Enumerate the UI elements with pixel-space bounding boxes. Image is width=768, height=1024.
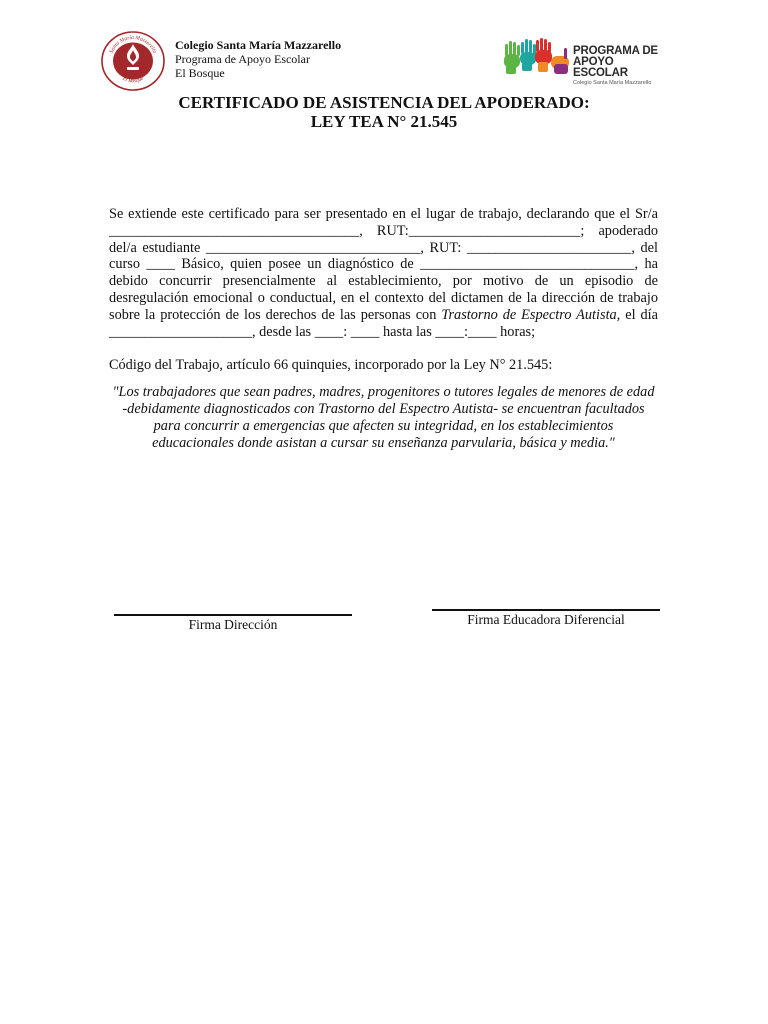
hands-icon — [502, 38, 572, 82]
seal-text-top: Santa María Mazzarello — [108, 34, 158, 55]
school-seal-logo — [101, 31, 165, 91]
program-logo-line1: PROGRAMA DE — [573, 45, 658, 57]
program-logo — [502, 38, 664, 86]
certificate-title — [0, 93, 768, 131]
labor-code-reference: Código del Trabajo, artículo 66 quinquies, incorporado por la Ley N° 21.545: — [109, 357, 553, 374]
declaration-italic: Trastorno de Espectro Autista, — [441, 306, 621, 323]
program-logo-line2: APOYO ESCOLAR — [573, 56, 628, 79]
program-logo-text — [573, 46, 664, 87]
school-name: Colegio Santa María Mazzarello — [175, 38, 342, 52]
declaration-text-a: Se extiende este certificado para ser presentado en el lugar de trabajo, declarando que el Sr/a ___________________________________, RUT:________________________; apoderado del/a estudiante ______________________________, RUT: _______________________, del curso ____ Básico, quien posee un diagnóstico de ______________________________, ha debido concurrir presencialmente al establecimiento, por motivo de un episodio de desregulación emocional o conductual, en el contexto del dictamen de la dirección de trabajo sobre la protección de los derechos de las personas con — [109, 206, 658, 323]
program-logo-line3: Colegio Santa María Mazzarello — [573, 80, 652, 86]
declaration-paragraph — [109, 206, 658, 340]
certificate-body — [109, 206, 658, 451]
law-quote: "Los trabajadores que sean padres, madres, progenitores o tutores legales de menores de edad -debidamente diagnosticados con Trastorno del Espectro Autista- se encuentran facultados para concurrir a emergencias que afecten su integridad, en los establecimientos educacionales donde asistan a cursar su enseñanza parvularia, básica y media." — [112, 384, 655, 451]
title-line1: CERTIFICADO DE ASISTENCIA DEL APODERADO: — [178, 93, 590, 112]
program-name: Programa de Apoyo Escolar — [175, 52, 310, 66]
signature-line-educator — [432, 609, 660, 611]
school-header — [175, 38, 341, 80]
school-location: El Bosque — [175, 66, 225, 80]
signature-label-educator: Firma Educadora Diferencial — [467, 612, 625, 627]
title-line2: LEY TEA N° 21.545 — [310, 112, 458, 131]
seal-text-bottom: El Bosque — [121, 75, 145, 85]
declaration-text-b: el día ____________________, desde las ____: ____ hasta las ____:____ horas; — [109, 306, 658, 340]
signature-label-direction: Firma Dirección — [188, 617, 278, 632]
signature-line-direction — [114, 614, 352, 616]
